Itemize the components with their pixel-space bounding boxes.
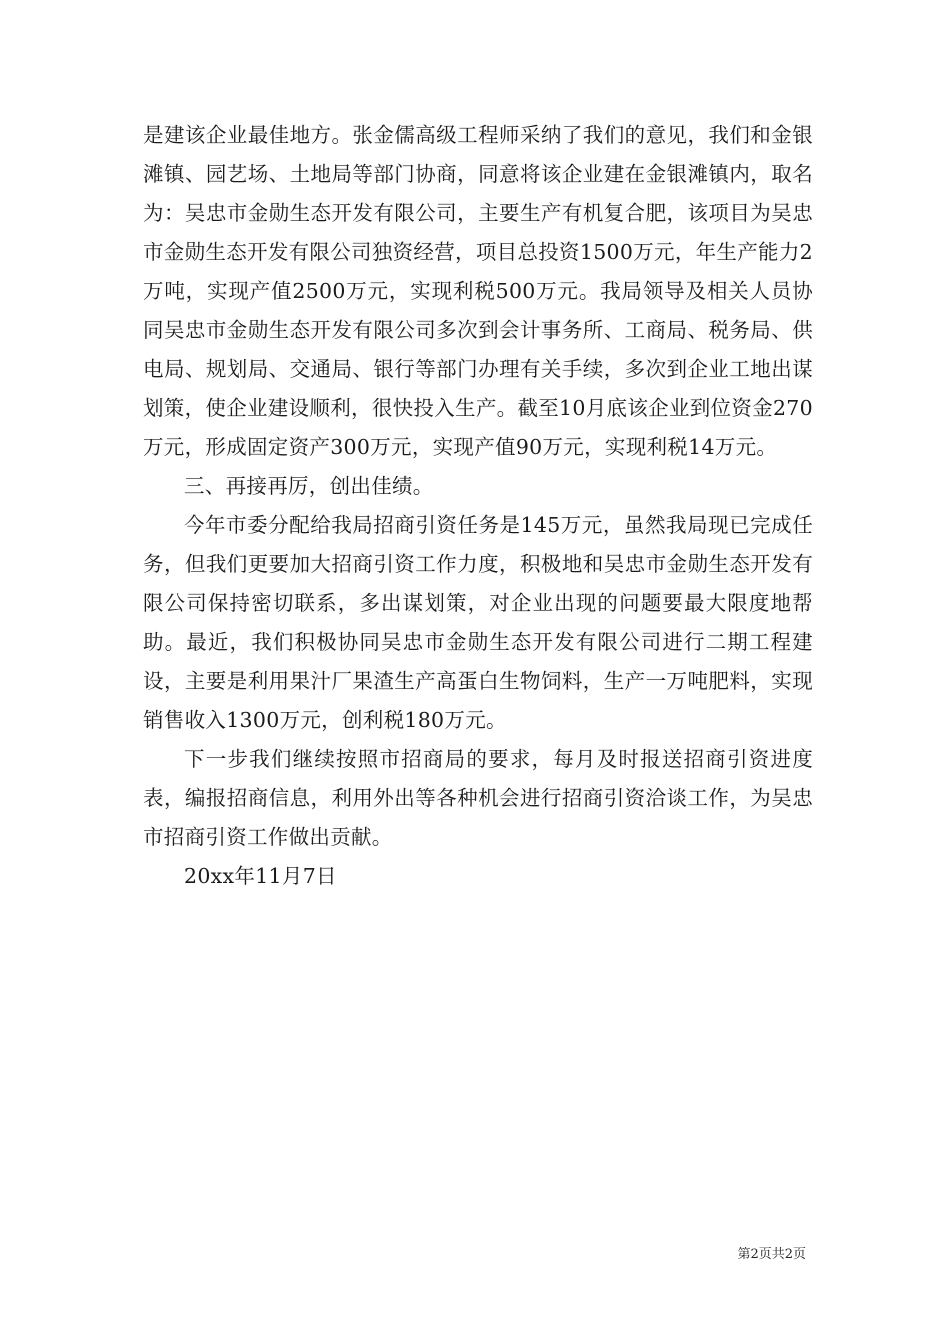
- paragraph-task: 今年市委分配给我局招商引资任务是145万元，虽然我局现已完成任务，但我们更要加大招商引资工作力度，积极地和吴忠市金勋生态开发有限公司保持密切联系，多出谋划策，对企业出现的问题要最大限度地帮助。最近，我们积极协同吴忠市金勋生态开发有限公司进行二期工程建设，主要是利用果汁厂果渣生产高蛋白生物饲料，生产一万吨肥料，实现销售收入1300万元，创利税180万元。: [143, 513, 813, 732]
- paragraph-next-steps: 下一步我们继续按照市招商局的要求，每月及时报送招商引资进度表，编报招商信息，利用外出等各种机会进行招商引资洽谈工作，为吴忠市招商引资工作做出贡献。: [143, 747, 813, 849]
- document-date: 20xx年11月7日: [184, 864, 337, 888]
- document-body: [143, 116, 813, 896]
- section-heading: 三、再接再厉，创出佳绩。: [184, 474, 434, 498]
- page-number: 第2页共2页: [737, 1247, 806, 1262]
- paragraph-continuation: 是建该企业最佳地方。张金儒高级工程师采纳了我们的意见，我们和金银滩镇、园艺场、土地局等部门协商，同意将该企业建在金银滩镇内，取名为：吴忠市金勋生态开发有限公司，主要生产有机复合肥，该项目为吴忠市金勋生态开发有限公司独资经营，项目总投资1500万元，年生产能力2万吨，实现产值2500万元，实现利税500万元。我局领导及相关人员协同吴忠市金勋生态开发有限公司多次到会计事务所、工商局、税务局、供电局、规划局、交通局、银行等部门办理有关手续，多次到企业工地出谋划策，使企业建设顺利，很快投入生产。截至10月底该企业到位资金270万元，形成固定资产300万元，实现产值90万元，实现利税14万元。: [143, 123, 813, 459]
